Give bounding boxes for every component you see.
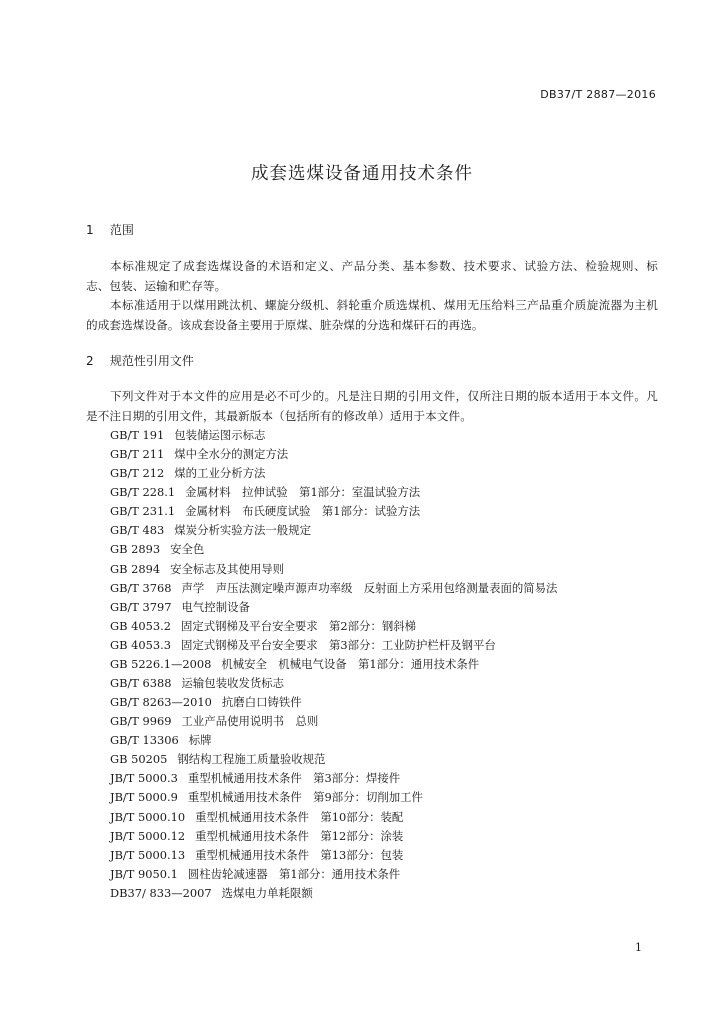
reference-title: 圆柱齿轮减速器 第1部分：通用技术条件 bbox=[187, 866, 401, 881]
reference-title: 工业产品使用说明书 总则 bbox=[181, 714, 319, 729]
standard-code: DB37/T 2887—2016 bbox=[540, 88, 656, 101]
reference-item bbox=[110, 502, 557, 521]
reference-title: 重型机械通用技术条件 第10部分：装配 bbox=[195, 809, 404, 824]
reference-item bbox=[110, 788, 557, 807]
reference-item bbox=[110, 655, 557, 674]
reference-code: GB/T 231.1 bbox=[110, 504, 176, 519]
reference-code: GB/T 8263—2010 bbox=[110, 695, 212, 710]
reference-item bbox=[110, 769, 557, 788]
reference-item bbox=[110, 750, 557, 769]
section-2-heading bbox=[86, 352, 194, 369]
reference-code: GB 2893 bbox=[110, 542, 161, 557]
reference-code: JB/T 5000.3 bbox=[110, 771, 178, 786]
reference-item bbox=[110, 579, 557, 598]
reference-item bbox=[110, 674, 557, 693]
reference-item bbox=[110, 865, 557, 884]
reference-title: 钢结构工程施工质量验收规范 bbox=[177, 752, 326, 767]
reference-title: 煤的工业分析方法 bbox=[174, 466, 266, 481]
reference-item bbox=[110, 712, 557, 731]
reference-item bbox=[110, 693, 557, 712]
reference-list bbox=[110, 426, 557, 903]
reference-code: JB/T 5000.10 bbox=[110, 809, 186, 824]
reference-code: JB/T 5000.12 bbox=[110, 828, 186, 843]
reference-code: GB/T 13306 bbox=[110, 733, 179, 748]
reference-title: 重型机械通用技术条件 第9部分：切削加工件 bbox=[187, 790, 423, 805]
reference-code: GB 2894 bbox=[110, 561, 161, 576]
reference-title: 煤炭分析实验方法一般规定 bbox=[174, 523, 311, 538]
reference-title: 重型机械通用技术条件 第13部分：包装 bbox=[195, 847, 404, 862]
reference-item bbox=[110, 483, 557, 502]
reference-item bbox=[110, 884, 557, 903]
reference-code: GB/T 212 bbox=[110, 466, 165, 481]
reference-code: GB 4053.3 bbox=[110, 637, 171, 652]
reference-title: 重型机械通用技术条件 第3部分：焊接件 bbox=[187, 771, 401, 786]
reference-title: 固定式钢梯及平台安全要求 第3部分：工业防护栏杆及钢平台 bbox=[180, 637, 496, 652]
section-number: 2 bbox=[86, 354, 94, 368]
reference-title: 标牌 bbox=[188, 733, 212, 748]
reference-title: 运输包装收发货标志 bbox=[181, 676, 285, 691]
reference-item bbox=[110, 560, 557, 579]
scope-paragraph-2: 本标准适用于以煤用跳汰机、螺旋分级机、斜轮重介质选煤机、煤用无压给料三产品重介质旋流器为主机的成套选煤设备。该成套设备主要用于原煤、脏杂煤的分选和煤矸石的再选。 bbox=[86, 298, 658, 332]
reference-title: 煤中全水分的测定方法 bbox=[174, 447, 289, 462]
reference-title: 安全标志及其使用导则 bbox=[170, 561, 285, 576]
reference-code: GB/T 211 bbox=[110, 447, 165, 462]
section-number: 1 bbox=[86, 223, 94, 237]
scope-paragraph-1: 本标准规定了成套选煤设备的术语和定义、产品分类、基本参数、技术要求、试验方法、检验规则、标志、包装、运输和贮存等。 bbox=[86, 259, 658, 293]
reference-code: GB/T 483 bbox=[110, 523, 165, 538]
reference-code: GB 4053.2 bbox=[110, 618, 171, 633]
reference-item bbox=[110, 808, 557, 827]
reference-item bbox=[110, 521, 557, 540]
reference-title: 固定式钢梯及平台安全要求 第2部分：钢斜梯 bbox=[180, 618, 417, 633]
reference-item bbox=[110, 598, 557, 617]
reference-title: 声学 声压法测定噪声源声功率级 反射面上方采用包络测量表面的简易法 bbox=[181, 580, 558, 595]
reference-code: JB/T 5000.13 bbox=[110, 847, 186, 862]
section-title: 范围 bbox=[109, 223, 134, 237]
reference-code: GB 50205 bbox=[110, 752, 168, 767]
reference-title: 安全色 bbox=[170, 542, 205, 557]
reference-code: GB/T 6388 bbox=[110, 676, 172, 691]
reference-code: GB/T 228.1 bbox=[110, 485, 176, 500]
reference-title: 包装储运图示标志 bbox=[174, 428, 266, 442]
reference-code: GB/T 3797 bbox=[110, 599, 172, 614]
reference-title: 选煤电力单耗限额 bbox=[221, 885, 313, 900]
reference-title: 金属材料 布氏硬度试验 第1部分：试验方法 bbox=[185, 504, 421, 519]
references-intro: 下列文件对于本文件的应用是必不可少的。凡是注日期的引用文件，仅所注日期的版本适用于本文件。凡是不注日期的引用文件，其最新版本（包括所有的修改单）适用于本文件。 bbox=[86, 389, 658, 423]
reference-code: GB/T 9969 bbox=[110, 714, 172, 729]
reference-item bbox=[110, 426, 557, 445]
reference-code: DB37/ 833—2007 bbox=[110, 885, 212, 900]
reference-code: GB/T 3768 bbox=[110, 580, 172, 595]
reference-item bbox=[110, 617, 557, 636]
section-1-heading bbox=[86, 221, 134, 238]
reference-code: JB/T 5000.9 bbox=[110, 790, 178, 805]
document-title: 成套选煤设备通用技术条件 bbox=[251, 164, 473, 184]
page-number: 1 bbox=[635, 941, 642, 954]
reference-code: GB/T 191 bbox=[110, 428, 165, 442]
reference-item bbox=[110, 731, 557, 750]
reference-title: 金属材料 拉伸试验 第1部分：室温试验方法 bbox=[185, 485, 421, 500]
reference-item bbox=[110, 540, 557, 559]
section-title: 规范性引用文件 bbox=[109, 354, 194, 368]
reference-title: 抗磨白口铸铁件 bbox=[221, 695, 302, 710]
reference-item bbox=[110, 445, 557, 464]
reference-item bbox=[110, 827, 557, 846]
reference-code: JB/T 9050.1 bbox=[110, 866, 178, 881]
reference-item bbox=[110, 636, 557, 655]
reference-title: 电气控制设备 bbox=[181, 599, 250, 614]
reference-code: GB 5226.1—2008 bbox=[110, 656, 212, 671]
reference-item bbox=[110, 846, 557, 865]
reference-title: 机械安全 机械电气设备 第1部分：通用技术条件 bbox=[221, 656, 480, 671]
reference-title: 重型机械通用技术条件 第12部分：涂装 bbox=[195, 828, 404, 843]
reference-item bbox=[110, 464, 557, 483]
